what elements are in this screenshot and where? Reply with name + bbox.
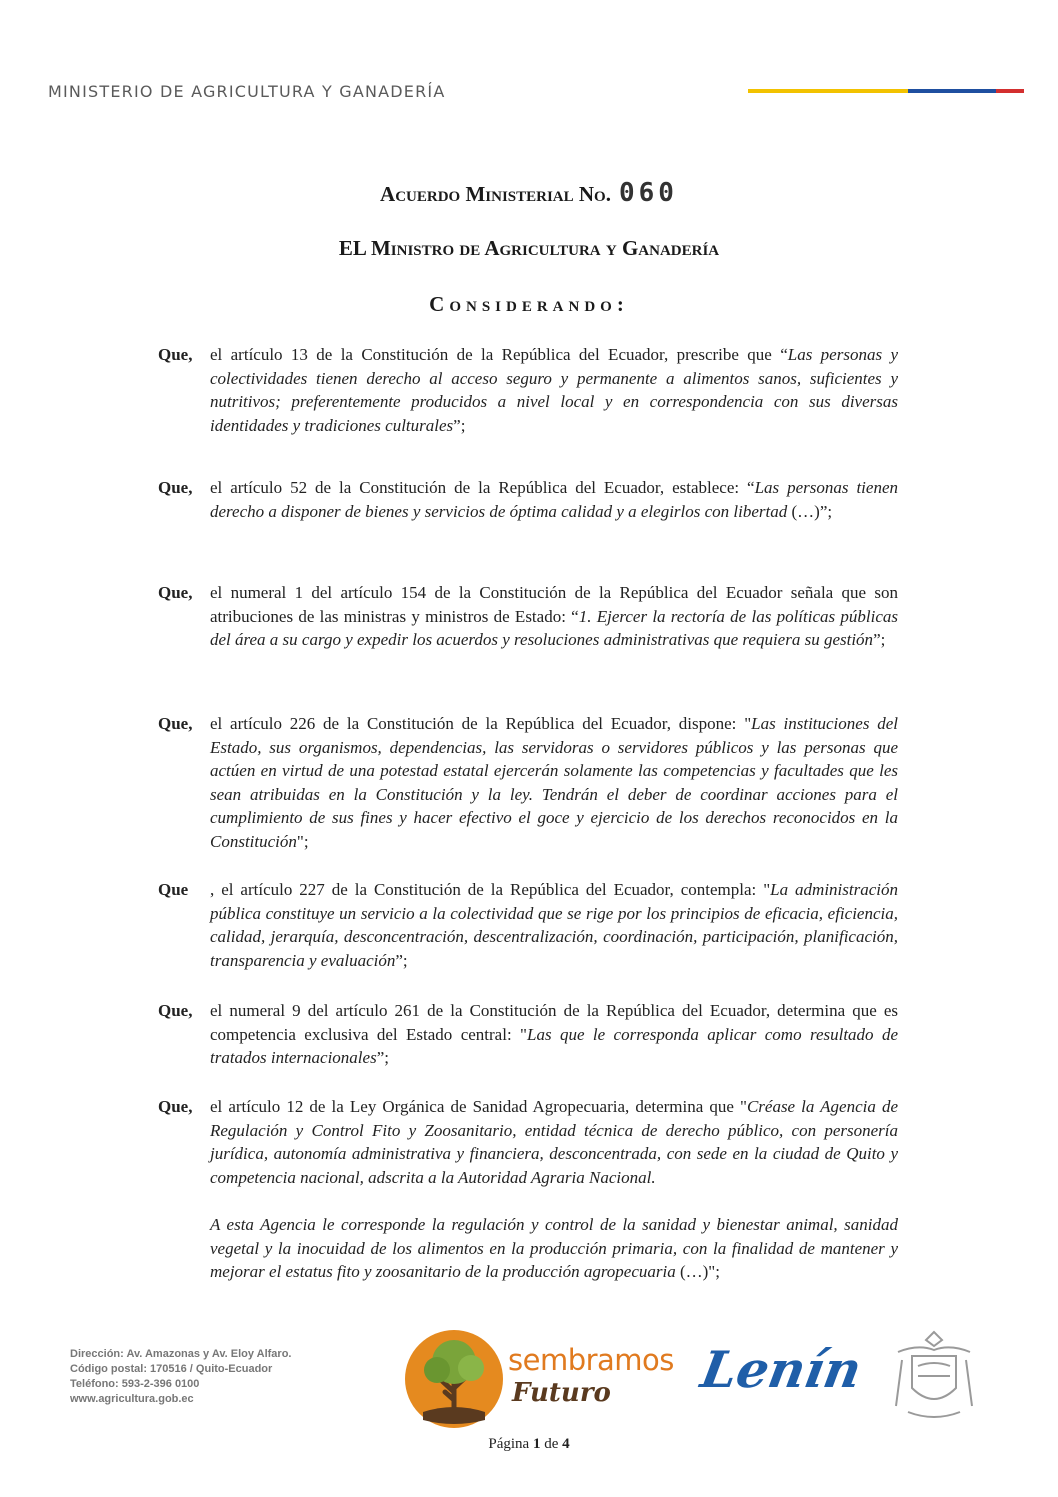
clause-tail: ”;: [453, 415, 466, 435]
website-line: www.agricultura.gob.ec: [70, 1393, 194, 1405]
clause-7-continuation: [210, 1213, 898, 1284]
page-label: Página: [488, 1436, 530, 1452]
clause-que: Que,: [158, 714, 193, 733]
lenin-logo-text: Lenín: [696, 1340, 866, 1399]
clause-lead: , el artículo 227 de la Constitución de la República del Ecuador, contempla: ": [210, 880, 771, 899]
clause-tail: ”;: [376, 1048, 389, 1067]
clause-2: [158, 476, 898, 523]
clause-que: Que: [158, 880, 189, 899]
clause-3: [158, 581, 898, 652]
considerando-title: Considerando:: [429, 292, 629, 316]
clause-que: Que,: [158, 1001, 193, 1020]
coat-of-arms-icon: [888, 1326, 980, 1422]
ministry-header: MINISTERIO DE AGRICULTURA Y GANADERÍA: [48, 82, 446, 101]
acuerdo-number: 060: [618, 178, 678, 208]
phone-line: Teléfono: 593-2-396 0100: [70, 1378, 200, 1390]
clause-lead: el artículo 52 de la Constitución de la República del Ecuador, establece: “: [210, 478, 755, 497]
clause-que: Que,: [158, 1097, 193, 1116]
flag-bar-blue: [908, 89, 996, 93]
acuerdo-title: [0, 178, 1058, 208]
clause-tail: (…)";: [675, 1262, 720, 1281]
clause-quote: Las personas y colectividades tienen derecho al acceso seguro y permanente a alimentos sanos, suficientes y nutritivos; preferentemente producidos a nivel local y en correspondencia con sus diversas identidades y tradiciones culturales: [210, 345, 898, 435]
minister-title: EL Ministro de Agricultura y Ganadería: [338, 236, 720, 260]
clause-lead: el artículo 13 de la Constitución de la República del Ecuador, prescribe que “: [210, 345, 788, 364]
clause-lead: el artículo 12 de la Ley Orgánica de Sanidad Agropecuaria, determina que ": [210, 1097, 747, 1116]
page-current: 1: [532, 1436, 541, 1452]
clause-tail: ”;: [873, 630, 886, 649]
page-of: de: [544, 1436, 559, 1452]
clause-5: [158, 878, 899, 972]
address-line: Dirección: Av. Amazonas y Av. Eloy Alfaro.: [70, 1348, 292, 1360]
clause-que: Que,: [158, 345, 193, 364]
clause-quote: Las instituciones del Estado, sus organismos, dependencias, las servidoras o servidores públicos y las personas que actúen en virtud de una potestad estatal ejercerán solamente las competencias y facultades que les sean atribuidas en la Constitución y la ley. Tendrán el deber de coordinar acciones para el cumplimiento de sus fines y hacer efectivo el goce y ejercicio de los derechos reconocidos en la Constitución: [210, 714, 898, 851]
clause-quote: Las que le corresponda aplicar como resultado de tratados internacionales: [210, 1024, 898, 1067]
clause-lead: el artículo 226 de la Constitución de la República del Ecuador, dispone: ": [210, 714, 752, 733]
clause-quote: Créase la Agencia de Regulación y Control Fito y Zoosanitario, entidad técnica de derecho público, con personería jurídica, autonomía administrativa y financiera, desconcentrada, con sede en la ciudad de Quito y competencia nacional, adscrita a la Autoridad Agraria Nacional.: [210, 1097, 898, 1187]
page-number: [0, 1436, 1058, 1453]
flag-bar-yellow: [748, 89, 908, 93]
page-total: 4: [562, 1436, 570, 1452]
clause-tail: (…)”;: [787, 501, 833, 521]
clause-1: [158, 343, 898, 437]
clause-quote: 1. Ejercer la rectoría de las políticas públicas del área a su cargo y expedir los acuerdos y resoluciones administrativas que requiera su gestión: [210, 606, 898, 649]
clause-quote: A esta Agencia le corresponde la regulación y control de la sanidad y bienestar animal, sanidad vegetal y la inocuidad de los alimentos en la producción primaria, con la finalidad de mantener y mejorar el estatus fito y zoosanitario de la producción agropecuaria: [210, 1215, 898, 1281]
clause-tail: ";: [296, 831, 309, 851]
clause-7: [158, 1095, 898, 1189]
flag-bar-red: [996, 89, 1024, 93]
clause-quote: La administración pública constituye un servicio a la colectividad que se rige por los principios de eficacia, eficiencia, calidad, jerarquía, desconcentración, descentralización, coordinación, participación, planificación, transparencia y evaluación: [210, 880, 899, 970]
tree-logo-icon: [403, 1328, 505, 1430]
clause-que: Que,: [158, 478, 193, 497]
clause-quote: Las personas tienen derecho a disponer de bienes y servicios de óptima calidad y a elegirlos con libertad: [210, 478, 898, 521]
clause-6: [158, 999, 898, 1070]
footer-address: [70, 1347, 291, 1407]
clause-lead: el numeral 1 del artículo 154 de la Constitución de la República del Ecuador señala que son atribuciones de las ministras y ministros de Estado: “: [210, 583, 898, 626]
clause-4: [158, 712, 898, 853]
sembramos-logo-text: sembramos: [508, 1343, 674, 1377]
clause-que: Que,: [158, 583, 193, 602]
acuerdo-label: Acuerdo Ministerial No.: [380, 182, 611, 206]
postal-line: Código postal: 170516 / Quito-Ecuador: [70, 1363, 273, 1375]
futuro-logo-text: Futuro: [512, 1378, 611, 1408]
clause-lead: el numeral 9 del artículo 261 de la Constitución de la República del Ecuador, determina que es competencia exclusiva del Estado central: ": [210, 1001, 898, 1044]
clause-tail: ”;: [395, 950, 408, 970]
